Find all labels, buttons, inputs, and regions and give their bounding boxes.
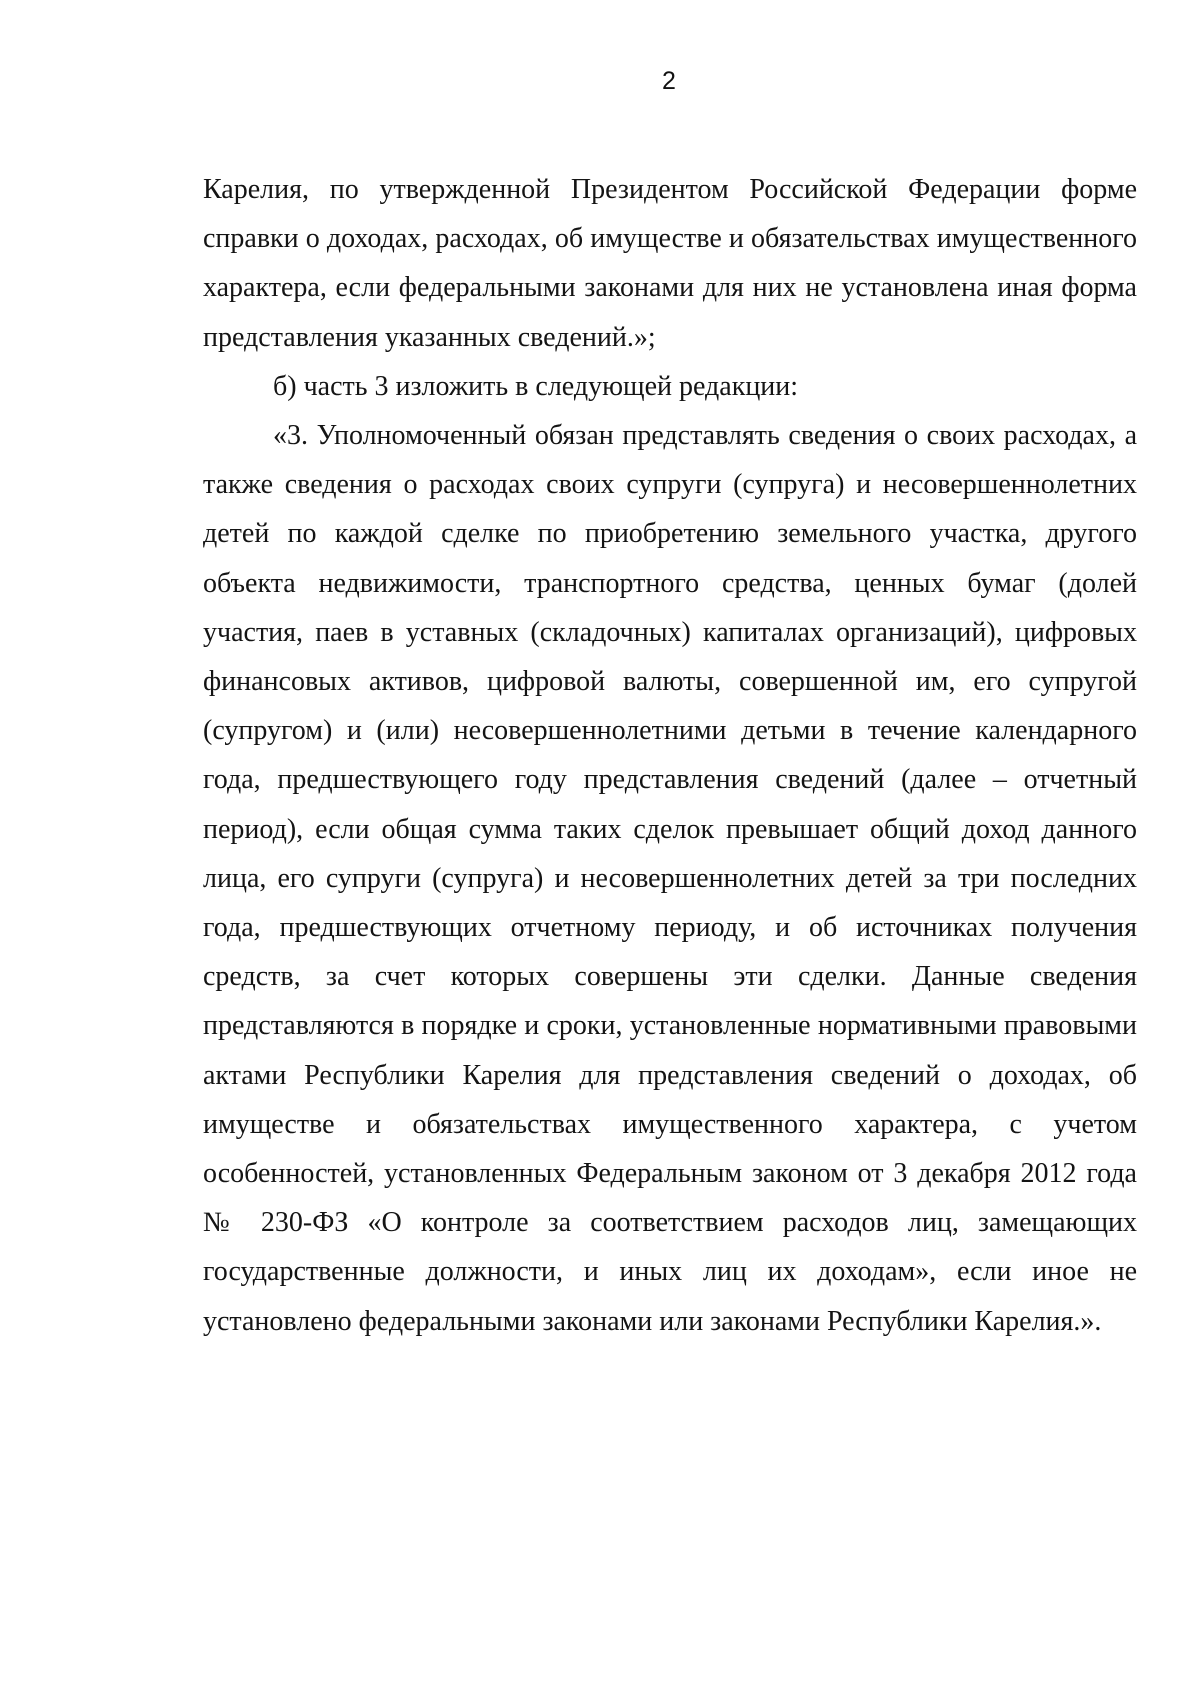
page-number: 2 [662, 67, 676, 95]
paragraph-amendment-intro: б) часть 3 изложить в следующей редакции: [273, 370, 799, 402]
paragraph-continuation: Карелия, по утвержденной Президентом Российской Федерации форме справки о доходах, расходах, об имуществе и обязательствах имущественного характера, если федеральными законами для них не установлена иная форма представления указанных сведений.»; [203, 174, 1137, 353]
document-body [203, 165, 1137, 1346]
paragraph-part-3-text: «3. Уполномоченный обязан представлять сведения о своих расходах, а также сведения о расходах своих супруги (супруга) и несовершеннолетних детей по каждой сделке по приобретению земельного участка, другого объекта недвижимости, транспортного средства, ценных бумаг (долей участия, паев в уставных (складочных) капиталах организаций), цифровых финансовых активов, цифровой валюты, совершенной им, его супругой (супругом) и (или) несовершеннолетними детьми в течение календарного года, предшествующего году представления сведений (далее – отчетный период), если общая сумма таких сделок превышает общий доход данного лица, его супруги (супруга) и несовершеннолетних детей за три последних года, предшествующих отчетному периоду, и об источниках получения средств, за счет которых совершены эти сделки. Данные сведения представляются в порядке и сроки, установленные нормативными правовыми актами Республики Карелия для представления сведений о доходах, об имуществе и обязательствах имущественного характера, с учетом особенностей, установленных Федеральным законом от 3 декабря 2012 года № 230-ФЗ «О контроле за соответствием расходов лиц, замещающих государственные должности, и иных лиц их доходам», если иное не установлено федеральными законами или законами Республики Карелия.». [203, 420, 1137, 1337]
